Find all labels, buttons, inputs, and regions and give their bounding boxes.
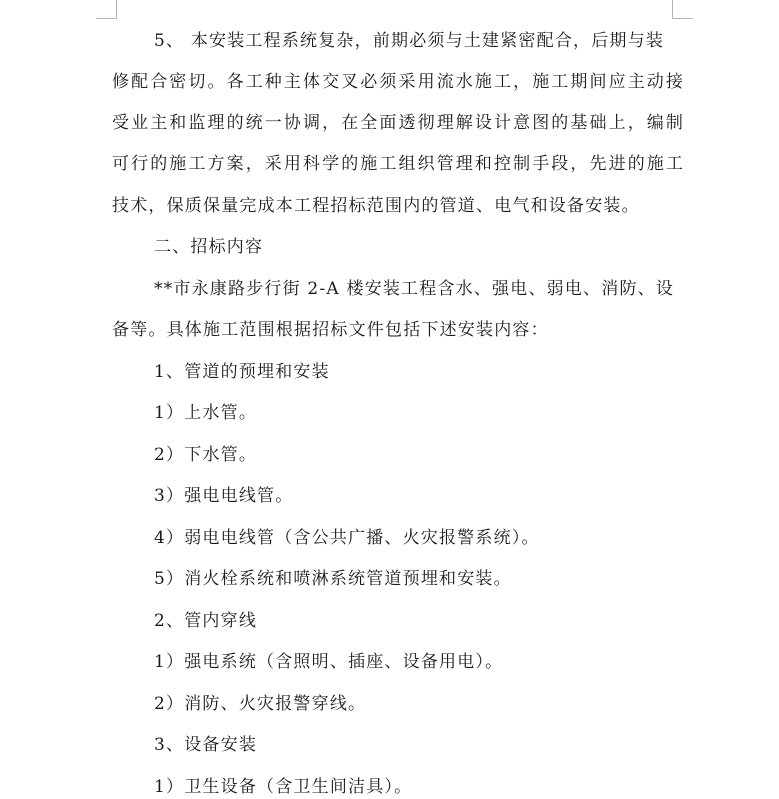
list-item: 5）消火栓系统和喷淋系统管道预埋和安装。 xyxy=(154,569,512,589)
list-item: 1）强电系统（含照明、插座、设备用电）。 xyxy=(154,652,504,672)
paragraph-line: 受业主和监理的统一协调，在全面透彻理解设计意图的基础上，编制 xyxy=(112,113,685,133)
paragraph-line: 技术，保质保量完成本工程招标范围内的管道、电气和设备安装。 xyxy=(112,196,640,216)
paragraph-line: 5、 本安装工程系统复杂，前期必须与土建紧密配合，后期与装 xyxy=(154,31,665,51)
list-heading: 1、管道的预埋和安装 xyxy=(154,362,330,382)
list-item: 2）消防、火灾报警穿线。 xyxy=(154,694,367,714)
paragraph-line: **市永康路步行街 2-A 楼安装工程含水、强电、弱电、消防、设 xyxy=(154,279,675,299)
list-item: 3）强电电线管。 xyxy=(154,486,294,506)
list-item: 2）下水管。 xyxy=(154,445,258,465)
paragraph-line: 备等。具体施工范围根据招标文件包括下述安装内容： xyxy=(112,320,549,340)
list-item: 1）卫生设备（含卫生间洁具）。 xyxy=(154,777,413,797)
margin-corner-mark-right xyxy=(672,0,693,19)
section-heading: 二、招标内容 xyxy=(154,237,264,257)
list-heading: 3、设备安装 xyxy=(154,735,258,755)
margin-corner-mark-left xyxy=(96,0,117,19)
list-item: 4）弱电电线管（含公共广播、火灾报警系统）。 xyxy=(154,528,540,548)
list-heading: 2、管内穿线 xyxy=(154,611,258,631)
list-item: 1）上水管。 xyxy=(154,403,258,423)
paragraph-line: 可行的施工方案，采用科学的施工组织管理和控制手段，先进的施工 xyxy=(112,154,685,174)
paragraph-line: 修配合密切。各工种主体交叉必须采用流水施工，施工期间应主动接 xyxy=(112,72,685,92)
